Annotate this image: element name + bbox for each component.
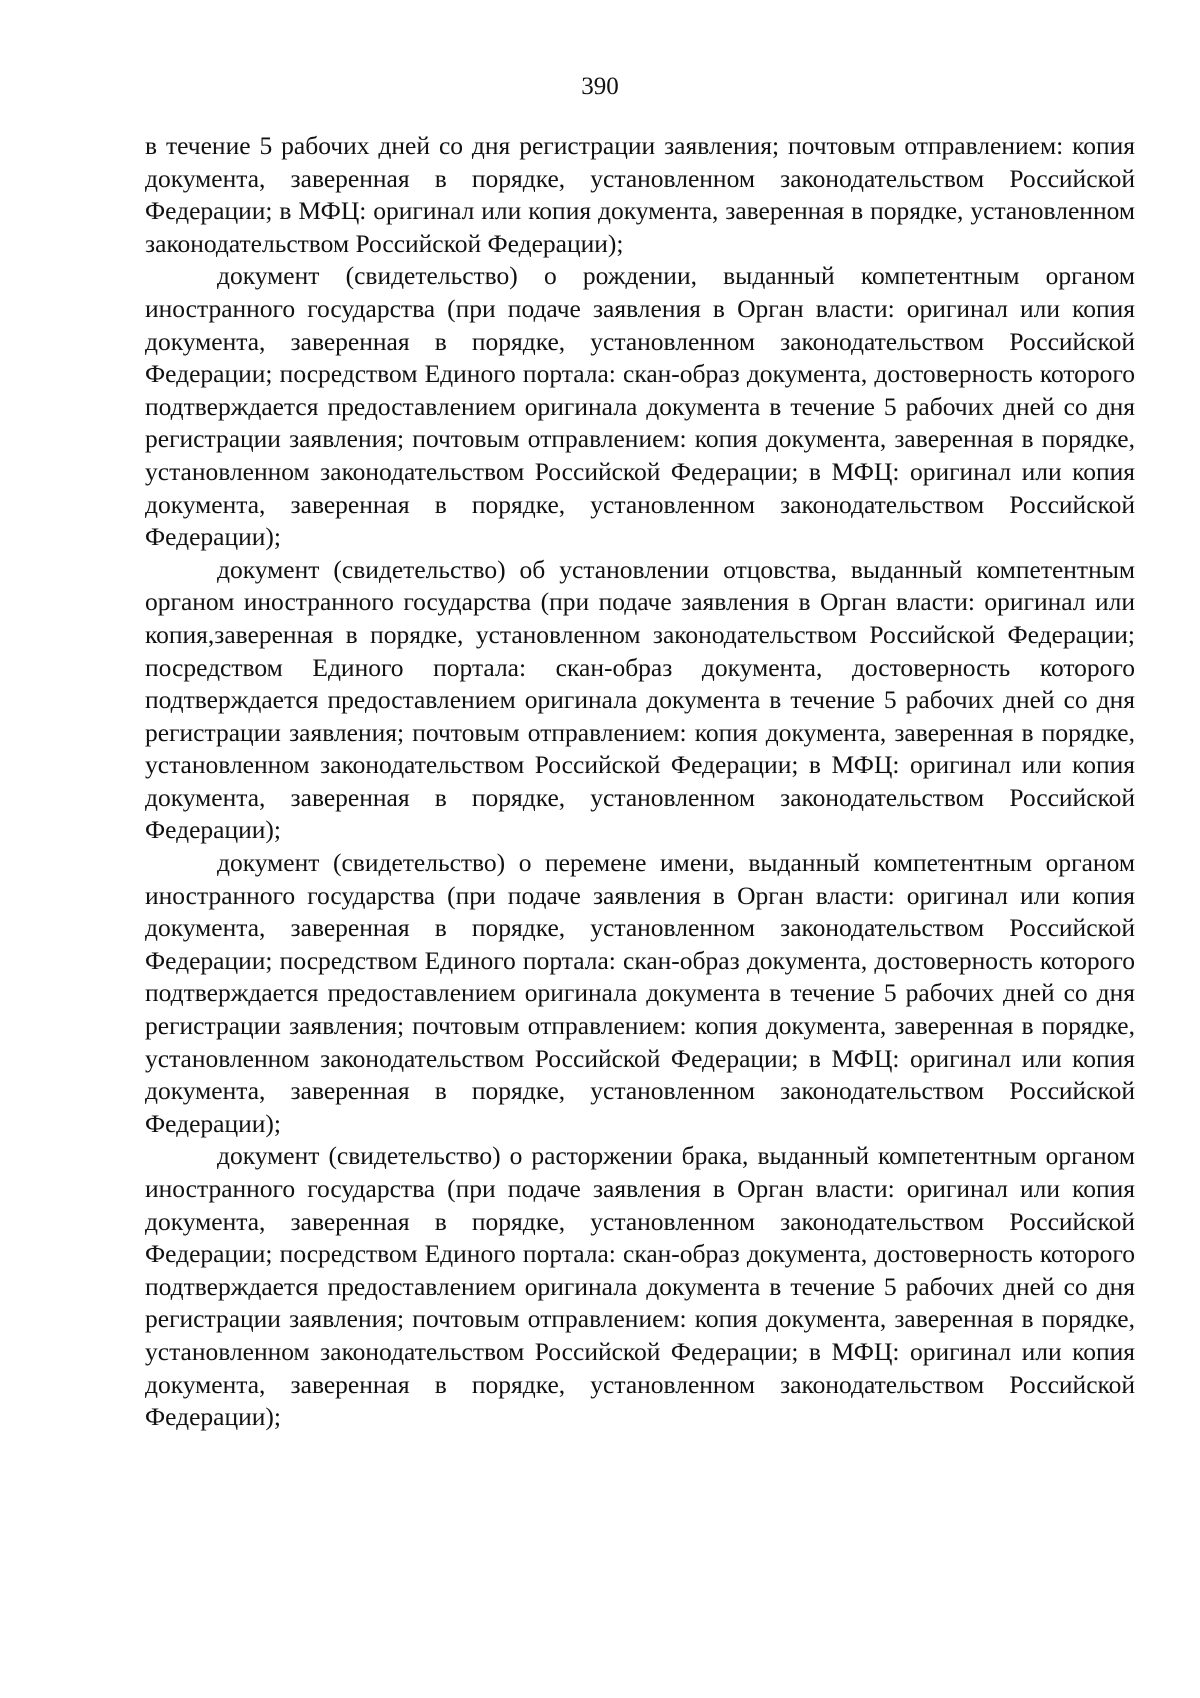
document-body (145, 130, 1135, 1434)
paragraph-divorce-certificate: документ (свидетельство) о расторжении брака, выданный компетентным органом иностранного государства (при подаче заявления в Орган власти: оригинал или копия документа, заверенная в порядке, установленном законодательством Российской Федерации; посредством Единого портала: скан-образ документа, достоверность которого подтверждается предоставлением оригинала документа в течение 5 рабочих дней со дня регистрации заявления; почтовым отправлением: копия документа, заверенная в порядке, установленном законодательством Российской Федерации; в МФЦ: оригинал или копия документа, заверенная в порядке, установленном законодательством Российской Федерации); (145, 1141, 1135, 1432)
paragraph-continuation: в течение 5 рабочих дней со дня регистрации заявления; почтовым отправлением: копия документа, заверенная в порядке, установленном законодательством Российской Федерации; в МФЦ: оригинал или копия документа, заверенная в порядке, установленном законодательством Российской Федерации); (145, 131, 1135, 258)
page-number: 390 (581, 73, 619, 100)
paragraph-birth-certificate: документ (свидетельство) о рождении, выданный компетентным органом иностранного государства (при подаче заявления в Орган власти: оригинал или копия документа, заверенная в порядке, установленном законодательством Российской Федерации; посредством Единого портала: скан-образ документа, достоверность которого подтверждается предоставлением оригинала документа в течение 5 рабочих дней со дня регистрации заявления; почтовым отправлением: копия документа, заверенная в порядке, установленном законодательством Российской Федерации; в МФЦ: оригинал или копия документа, заверенная в порядке, установленном законодательством Российской Федерации); (145, 261, 1135, 552)
paragraph-name-change-certificate: документ (свидетельство) о перемене имени, выданный компетентным органом иностранного государства (при подаче заявления в Орган власти: оригинал или копия документа, заверенная в порядке, установленном законодательством Российской Федерации; посредством Единого портала: скан-образ документа, достоверность которого подтверждается предоставлением оригинала документа в течение 5 рабочих дней со дня регистрации заявления; почтовым отправлением: копия документа, заверенная в порядке, установленном законодательством Российской Федерации; в МФЦ: оригинал или копия документа, заверенная в порядке, установленном законодательством Российской Федерации); (145, 848, 1135, 1138)
paragraph-paternity-certificate: документ (свидетельство) об установлении отцовства, выданный компетентным органом иностранного государства (при подаче заявления в Орган власти: оригинал или копия,заверенная в порядке, установленном законодательством Российской Федерации; посредством Единого портала: скан-образ документа, достоверность которого подтверждается предоставлением оригинала документа в течение 5 рабочих дней со дня регистрации заявления; почтовым отправлением: копия документа, заверенная в порядке, установленном законодательством Российской Федерации; в МФЦ: оригинал или копия документа, заверенная в порядке, установленном законодательством Российской Федерации); (145, 554, 1135, 845)
